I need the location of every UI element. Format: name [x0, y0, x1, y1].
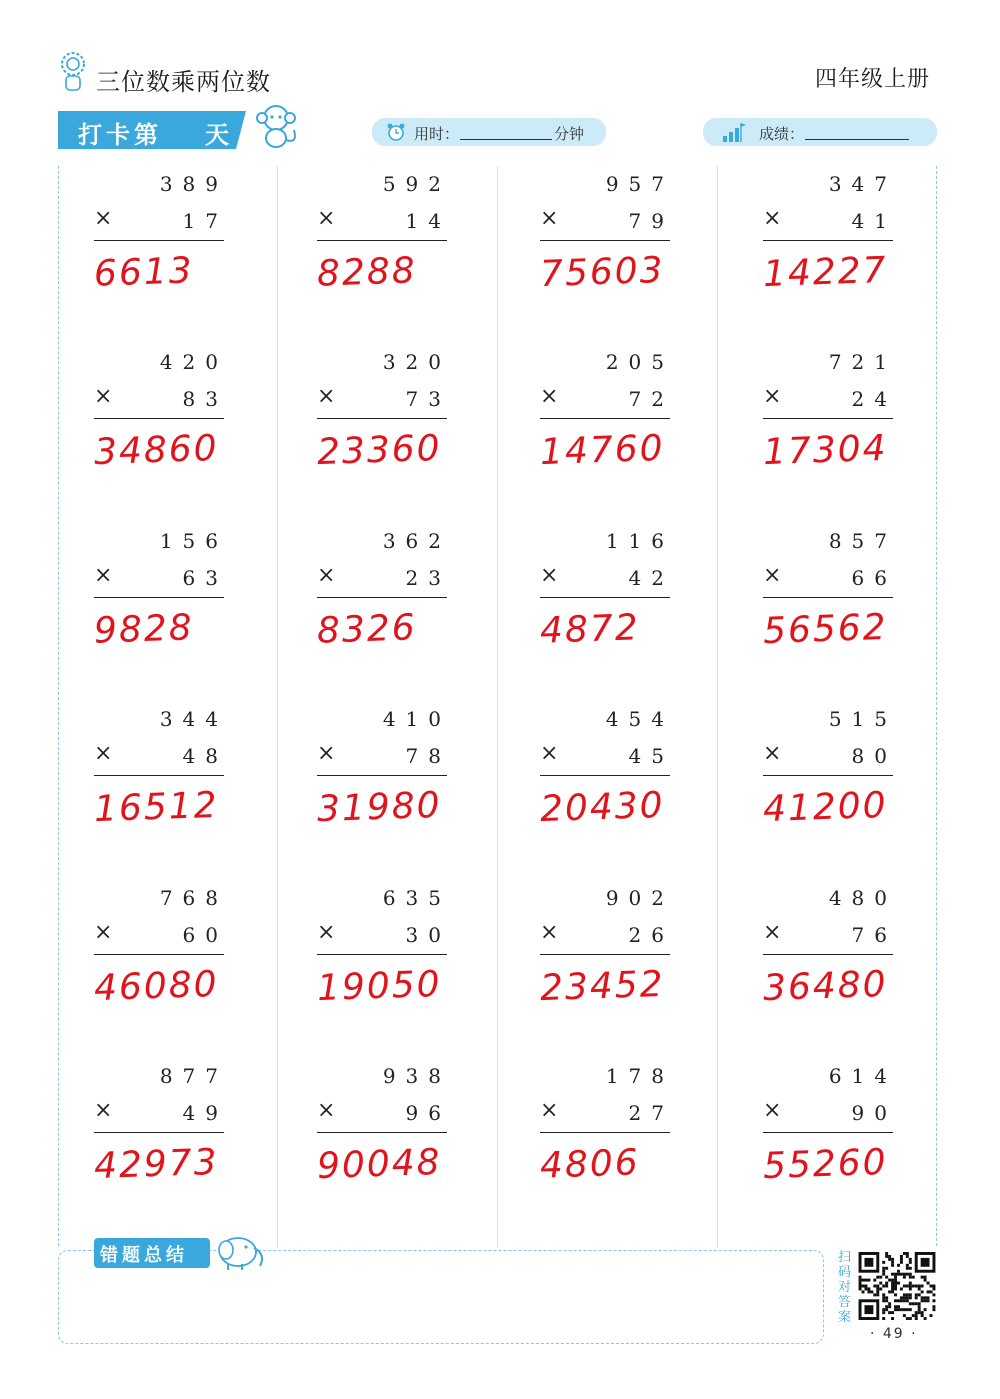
multiplicand: 857: [828, 529, 897, 553]
handwritten-answer[interactable]: 23360: [316, 427, 443, 474]
right-border: [936, 166, 937, 1246]
multiplier: 78: [405, 744, 451, 768]
multiply-sign: ×: [540, 1098, 559, 1123]
column-divider: [277, 166, 278, 1248]
multiplier: 90: [851, 1101, 897, 1125]
multiplier: 60: [182, 923, 228, 947]
time-input-line[interactable]: [460, 139, 552, 140]
answer-rule: [317, 775, 447, 776]
multiply-sign: ×: [94, 563, 113, 588]
problem-card: [316, 350, 451, 510]
handwritten-answer[interactable]: 6613: [93, 250, 195, 295]
multiplier: 80: [851, 744, 897, 768]
answer-rule: [94, 1132, 224, 1133]
qr-code[interactable]: [858, 1252, 936, 1320]
bar-chart-icon: [721, 121, 747, 143]
multiplicand: 116: [605, 529, 674, 553]
multiply-sign: ×: [94, 1098, 113, 1123]
handwritten-answer[interactable]: 8288: [316, 250, 418, 295]
page-number: · 49 ·: [870, 1326, 918, 1342]
multiplicand: 389: [159, 172, 228, 196]
multiply-sign: ×: [317, 206, 336, 231]
handwritten-answer[interactable]: 75603: [539, 249, 666, 296]
multiplicand: 362: [382, 529, 451, 553]
multiply-sign: ×: [94, 384, 113, 409]
multiply-sign: ×: [317, 1098, 336, 1123]
multiplier: 66: [851, 566, 897, 590]
handwritten-answer[interactable]: 90048: [316, 1141, 443, 1188]
multiply-sign: ×: [540, 206, 559, 231]
multiplicand: 347: [828, 172, 897, 196]
multiply-sign: ×: [317, 741, 336, 766]
answer-rule: [540, 597, 670, 598]
answer-rule: [763, 240, 893, 241]
multiplier: 63: [182, 566, 228, 590]
multiplier: 72: [628, 387, 674, 411]
multiplier: 17: [182, 209, 228, 233]
multiplier: 26: [628, 923, 674, 947]
handwritten-answer[interactable]: 17304: [762, 427, 889, 474]
multiply-sign: ×: [540, 384, 559, 409]
handwritten-answer[interactable]: 42973: [93, 1141, 220, 1188]
multiply-sign: ×: [94, 206, 113, 231]
answer-rule: [94, 954, 224, 955]
grade-label: 四年级上册: [814, 67, 930, 92]
answer-rule: [763, 418, 893, 419]
multiplier: 79: [628, 209, 674, 233]
mistake-summary-label: 错题总结: [100, 1245, 188, 1266]
answer-rule: [763, 775, 893, 776]
problem-card: [762, 529, 897, 689]
problem-card: [316, 707, 451, 867]
problem-card: [539, 350, 674, 510]
problem-card: [539, 172, 674, 332]
multiplicand: 592: [382, 172, 451, 196]
multiplicand: 410: [382, 707, 451, 731]
multiplier: 45: [628, 744, 674, 768]
multiply-sign: ×: [317, 384, 336, 409]
time-unit: 分钟: [554, 125, 585, 143]
multiply-sign: ×: [763, 920, 782, 945]
handwritten-answer[interactable]: 36480: [762, 963, 889, 1010]
scan-label: 扫码对答案: [838, 1250, 852, 1325]
multiply-sign: ×: [540, 920, 559, 945]
score-label: 成绩：: [759, 125, 805, 143]
multiplicand: 420: [159, 350, 228, 374]
answer-rule: [540, 775, 670, 776]
problem-card: [93, 707, 228, 867]
multiplicand: 721: [828, 350, 897, 374]
answer-rule: [94, 418, 224, 419]
multiplicand: 768: [159, 886, 228, 910]
checkin-label: 打卡第: [78, 121, 162, 149]
problem-card: [316, 886, 451, 1046]
handwritten-answer[interactable]: 8326: [316, 607, 418, 652]
handwritten-answer[interactable]: 31980: [316, 784, 443, 831]
problem-card: [93, 172, 228, 332]
time-field: [372, 118, 606, 146]
multiplicand: 156: [159, 529, 228, 553]
answer-rule: [317, 240, 447, 241]
problem-card: [762, 886, 897, 1046]
problem-card: [539, 707, 674, 867]
multiply-sign: ×: [763, 741, 782, 766]
handwritten-answer[interactable]: 23452: [539, 963, 666, 1010]
problem-card: [539, 886, 674, 1046]
multiply-sign: ×: [94, 741, 113, 766]
page-title: 三位数乘两位数: [96, 68, 271, 96]
multiplicand: 515: [828, 707, 897, 731]
problem-card: [316, 529, 451, 689]
multiplicand: 344: [159, 707, 228, 731]
handwritten-answer[interactable]: 16512: [93, 784, 220, 831]
multiplier: 14: [405, 209, 451, 233]
answer-rule: [540, 418, 670, 419]
handwritten-answer[interactable]: 55260: [762, 1141, 889, 1188]
elephant-icon: [212, 1230, 268, 1272]
multiplicand: 614: [828, 1064, 897, 1088]
problem-card: [316, 172, 451, 332]
problem-card: [539, 1064, 674, 1224]
handwritten-answer[interactable]: 20430: [539, 784, 666, 831]
monkey-icon: [250, 100, 302, 152]
multiplier: 27: [628, 1101, 674, 1125]
handwritten-answer[interactable]: 9828: [93, 607, 195, 652]
answer-rule: [317, 1132, 447, 1133]
problem-card: [762, 172, 897, 332]
multiply-sign: ×: [317, 563, 336, 588]
lion-icon: [58, 50, 88, 92]
multiplicand: 178: [605, 1064, 674, 1088]
handwritten-answer[interactable]: 46080: [93, 963, 220, 1010]
column-divider: [717, 166, 718, 1248]
multiply-sign: ×: [94, 920, 113, 945]
handwritten-answer[interactable]: 14227: [762, 249, 889, 296]
handwritten-answer[interactable]: 41200: [762, 784, 889, 831]
multiplier: 41: [851, 209, 897, 233]
multiplier: 49: [182, 1101, 228, 1125]
multiply-sign: ×: [763, 384, 782, 409]
problem-card: [93, 886, 228, 1046]
multiplier: 24: [851, 387, 897, 411]
handwritten-answer[interactable]: 56562: [762, 606, 889, 653]
score-input-line[interactable]: [805, 139, 909, 140]
multiplier: 73: [405, 387, 451, 411]
problem-card: [93, 350, 228, 510]
answer-rule: [317, 418, 447, 419]
multiplier: 42: [628, 566, 674, 590]
problem-card: [93, 529, 228, 689]
score-field: [703, 118, 937, 146]
multiply-sign: ×: [317, 920, 336, 945]
answer-rule: [94, 597, 224, 598]
multiplier: 83: [182, 387, 228, 411]
handwritten-answer[interactable]: 34860: [93, 427, 220, 474]
alarm-clock-icon: [386, 122, 406, 142]
problem-card: [762, 1064, 897, 1224]
answer-rule: [540, 1132, 670, 1133]
problem-card: [539, 529, 674, 689]
column-divider: [497, 166, 498, 1248]
multiply-sign: ×: [540, 741, 559, 766]
left-border: [58, 166, 59, 1246]
problem-card: [762, 350, 897, 510]
answer-rule: [317, 597, 447, 598]
multiplier: 30: [405, 923, 451, 947]
handwritten-answer[interactable]: 4806: [539, 1142, 641, 1187]
answer-rule: [540, 954, 670, 955]
multiplier: 96: [405, 1101, 451, 1125]
answer-rule: [94, 775, 224, 776]
multiplicand: 877: [159, 1064, 228, 1088]
multiplier: 23: [405, 566, 451, 590]
answer-rule: [763, 954, 893, 955]
multiply-sign: ×: [763, 1098, 782, 1123]
handwritten-answer[interactable]: 14760: [539, 427, 666, 474]
multiplicand: 957: [605, 172, 674, 196]
time-label: 用时：: [414, 125, 460, 143]
problem-card: [93, 1064, 228, 1224]
checkin-day-suffix: 天: [205, 121, 229, 149]
handwritten-answer[interactable]: 19050: [316, 963, 443, 1010]
multiplicand: 635: [382, 886, 451, 910]
multiplicand: 205: [605, 350, 674, 374]
answer-rule: [317, 954, 447, 955]
multiply-sign: ×: [540, 563, 559, 588]
multiplicand: 480: [828, 886, 897, 910]
answer-rule: [94, 240, 224, 241]
answer-rule: [540, 240, 670, 241]
multiplier: 48: [182, 744, 228, 768]
multiplicand: 902: [605, 886, 674, 910]
multiplier: 76: [851, 923, 897, 947]
handwritten-answer[interactable]: 4872: [539, 607, 641, 652]
multiplicand: 454: [605, 707, 674, 731]
multiply-sign: ×: [763, 206, 782, 231]
answer-rule: [763, 597, 893, 598]
answer-rule: [763, 1132, 893, 1133]
problem-card: [762, 707, 897, 867]
multiply-sign: ×: [763, 563, 782, 588]
multiplicand: 320: [382, 350, 451, 374]
problem-card: [316, 1064, 451, 1224]
multiplicand: 938: [382, 1064, 451, 1088]
